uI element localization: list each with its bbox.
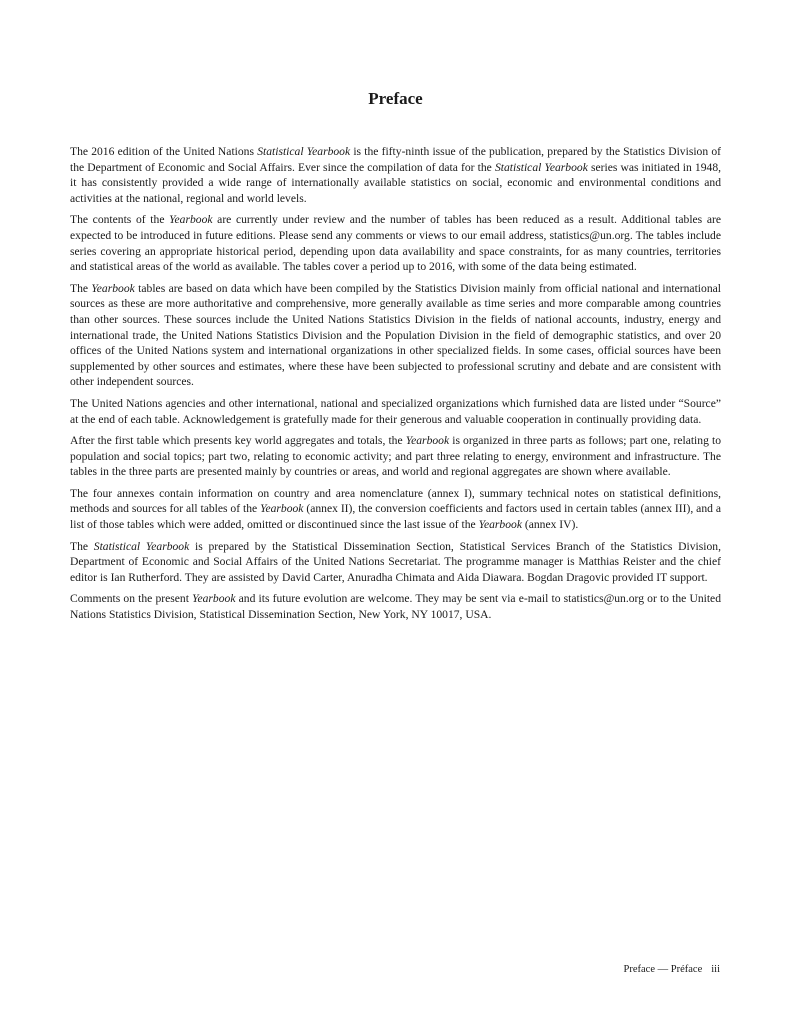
- paragraph: [70, 281, 721, 390]
- paragraph-text: is prepared by the Statistical Dissemination Section, Statistical Services Branch of the Statistics Division, Department of Economic and Social Affairs of the United Nations Secretariat. The programme manager is Matthias Reister and the chief editor is Ian Rutherford. They are assisted by David Carter, Anuradha Chimata and Aida Diawara. Bogdan Dragovic provided IT support.: [70, 539, 721, 584]
- paragraph-text: are currently under review and the number of tables has been reduced as a result. Additional tables are expected to be introduced in future editions. Please send any comments or views to our email address, statistics@un.org. The tables include series covering an appropriate historical period, depending upon data availability and space constraints, for as many countries, territories and statistical areas of the world as available. The tables cover a period up to 2016, with some of the data being estimated.: [70, 213, 722, 274]
- italic-title-text: Statistical Yearbook: [494, 160, 588, 174]
- paragraph: [70, 212, 721, 274]
- paragraph-text: The 2016 edition of the United Nations: [70, 145, 258, 158]
- paragraph-text: (annex II), the conversion coefficients and factors used in certain tables (annex III), and a list of those tables which were added, omitted or discontinued since the last issue of the: [70, 502, 721, 532]
- paragraph-text: The four annexes contain information on country and area nomenclature (annex I), summary technical notes on statistical definitions, methods and sources for all tables of the: [70, 486, 721, 516]
- paragraph-text: is organized in three parts as follows; part one, relating to population and social topics; part two, relating to economic activity; and part three relating to energy, environment and infrastructure. The tables in the three parts are presented mainly by countries or areas, and world and regional aggregates are shown where available.: [70, 434, 721, 479]
- italic-title-text: Yearbook: [91, 281, 135, 295]
- paragraph: [70, 396, 721, 427]
- italic-title-text: Yearbook: [478, 518, 522, 532]
- paragraph: [70, 144, 721, 206]
- paragraph-text: tables are based on data which have been compiled by the Statistics Division mainly from official national and international sources as these are more authoritative and comprehensive, more generally available as time series and more comparable among countries than other sources. These sources include the United Nations Statistics Division in the fields of national accounts, industry, energy and international trade, the United Nations Statistics Division and the Population Division in the field of demographic statistics, and over 20 offices of the United Nations system and international organizations in other specialized fields. In some cases, official sources have been supplemented by other sources and estimates, where these have been subjected to professional scrutiny and debate and are consistent with other independent sources.: [70, 281, 721, 389]
- paragraph-text: Comments on the present: [70, 592, 193, 606]
- paragraph: [70, 486, 721, 533]
- paragraph-text: (annex IV).: [521, 518, 579, 532]
- paragraph-text: The United Nations agencies and other international, national and specialized organizations which furnished data are listed under “Source” at the end of each table. Acknowledgement is gratefully made for their generous and valuable cooperation in continually providing data.: [70, 396, 721, 426]
- paragraph-text: The: [70, 281, 92, 295]
- footer-label: Preface — Préface: [623, 964, 703, 975]
- paragraph-text: After the first table which presents key world aggregates and totals, the: [70, 434, 406, 448]
- italic-title-text: Yearbook: [192, 592, 236, 606]
- paragraph-text: series was initiated in 1948, it has consistently provided a wide range of internationally available statistics on social, economic and environmental conditions and activities at the national, regional and world levels.: [70, 160, 722, 205]
- paragraph: [70, 591, 721, 622]
- italic-title-text: Yearbook: [260, 502, 304, 516]
- page-number: iii: [711, 964, 720, 975]
- paragraph: [70, 433, 721, 480]
- paragraph-text: The: [70, 539, 94, 553]
- italic-title-text: Yearbook: [405, 434, 450, 448]
- italic-title-text: Statistical Yearbook: [93, 539, 190, 553]
- page-footer: [624, 963, 720, 977]
- italic-title-text: Statistical Yearbook: [257, 145, 351, 158]
- italic-title-text: Yearbook: [169, 213, 213, 227]
- paragraph-text: is the fifty-ninth issue of the publication, prepared by the Statistics Division of the Department of Economic and Social Affairs. Ever since the compilation of data for the: [70, 145, 721, 174]
- preface-body: [70, 144, 721, 629]
- page-title: Preface: [368, 89, 423, 108]
- paragraph-text: The contents of the: [70, 213, 170, 227]
- paragraph: [70, 539, 721, 586]
- paragraph-text: and its future evolution are welcome. They may be sent via e-mail to statistics@un.org or to the United Nations Statistics Division, Statistical Dissemination Section, New York, NY 10017, USA.: [70, 592, 721, 622]
